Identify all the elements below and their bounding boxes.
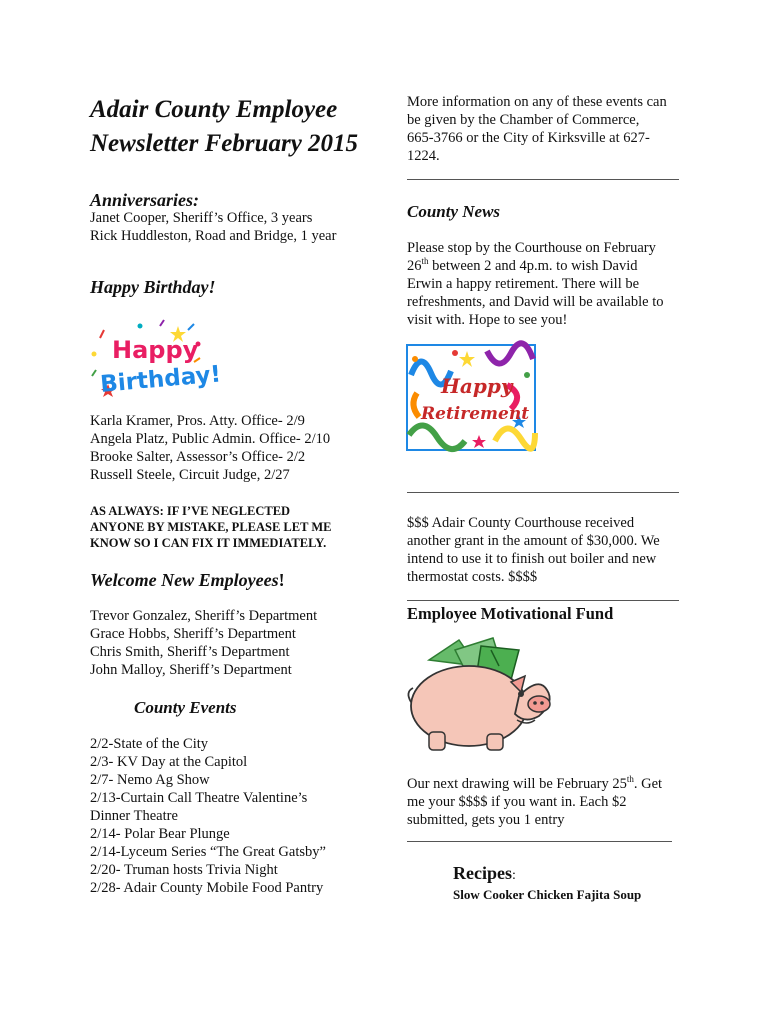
- grant-text: [407, 514, 660, 586]
- text-line: another grant in the amount of $30,000. We: [407, 533, 660, 549]
- events-list: [90, 735, 326, 897]
- list-item: Trevor Gonzalez, Sheriff’s Department: [90, 608, 318, 624]
- welcome-heading-text: Welcome New Employees: [90, 570, 279, 590]
- image-retirement-text: Retirement: [421, 404, 530, 424]
- anniversaries-list: [90, 209, 336, 245]
- list-item: Karla Kramer, Pros. Atty. Office- 2/9: [90, 413, 305, 429]
- list-item: 2/3- KV Day at the Capitol: [90, 754, 248, 770]
- list-item: 2/28- Adair County Mobile Food Pantry: [90, 880, 324, 896]
- list-item: Rick Huddleston, Road and Bridge, 1 year: [90, 228, 337, 244]
- text-fragment: Our next drawing will be February 25: [407, 776, 627, 792]
- list-item: Dinner Theatre: [90, 808, 178, 824]
- image-happy-text: Happy: [441, 374, 513, 398]
- list-item: 2/14- Polar Bear Plunge: [90, 826, 230, 842]
- title-line: Adair County Employee: [90, 96, 338, 123]
- text-line: be given by the Chamber of Commerce,: [407, 112, 640, 128]
- divider: [407, 179, 679, 180]
- recipes-heading-text: Recipes: [453, 863, 512, 883]
- newsletter-title: [90, 93, 358, 161]
- anniversaries-heading: Anniversaries:: [90, 190, 200, 210]
- happy-birthday-image: [90, 318, 222, 403]
- text-line: Erwin a happy retirement. There will be: [407, 276, 640, 292]
- list-item: 2/7- Nemo Ag Show: [90, 772, 210, 788]
- list-item: 2/2-State of the City: [90, 736, 208, 752]
- text-line: 665-3766 or the City of Kirksville at 627-: [407, 130, 650, 146]
- fund-text: [407, 775, 662, 829]
- county-news-text: [407, 239, 663, 329]
- piggy-bank-image: [407, 636, 557, 754]
- divider: [407, 600, 679, 601]
- happy-retirement-image: [407, 345, 535, 450]
- county-news-heading: County News: [407, 202, 501, 221]
- title-line: Newsletter February 2015: [90, 130, 359, 157]
- superscript: th: [421, 256, 429, 267]
- divider: [407, 492, 679, 493]
- text-line: refreshments, and David will be available to: [407, 294, 664, 310]
- welcome-list: [90, 607, 317, 679]
- text-line: $$$ Adair County Courthouse received: [407, 515, 635, 531]
- welcome-heading-bang: !: [278, 570, 285, 590]
- text-line: 1224.: [407, 148, 440, 164]
- image-birthday-text: Birthday!: [99, 361, 222, 398]
- list-item: Janet Cooper, Sheriff’s Office, 3 years: [90, 210, 313, 226]
- welcome-heading: [90, 569, 285, 591]
- events-heading: County Events: [134, 698, 237, 717]
- list-item: Brooke Salter, Assessor’s Office- 2/2: [90, 449, 306, 465]
- text-line: [407, 257, 663, 275]
- recipes-heading: [453, 863, 516, 884]
- notice-line: KNOW SO I CAN FIX IT IMMEDIATELY.: [90, 536, 327, 550]
- neglect-notice: [90, 503, 331, 551]
- list-item: 2/20- Truman hosts Trivia Night: [90, 862, 278, 878]
- image-happy-text: Happy: [112, 336, 199, 364]
- notice-line: ANYONE BY MISTAKE, PLEASE LET ME: [90, 520, 332, 534]
- fund-heading: Employee Motivational Fund: [407, 604, 614, 623]
- birthday-list: [90, 412, 330, 484]
- divider: [407, 841, 672, 842]
- text-line: [407, 775, 662, 793]
- list-item: 2/14-Lyceum Series “The Great Gatsby”: [90, 844, 326, 860]
- recipe-title: Slow Cooker Chicken Fajita Soup: [453, 887, 642, 902]
- list-item: 2/13-Curtain Call Theatre Valentine’s: [90, 790, 308, 806]
- text-line: intend to use it to finish out boiler and new: [407, 551, 657, 567]
- text-fragment: between 2 and 4p.m. to wish David: [428, 258, 638, 274]
- recipes-heading-colon: :: [511, 868, 516, 883]
- text-line: me your $$$$ if you want in. Each $2: [407, 794, 627, 810]
- text-fragment: . Get: [633, 776, 663, 792]
- text-line: visit with. Hope to see you!: [407, 312, 568, 328]
- text-line: submitted, gets you 1 entry: [407, 812, 565, 828]
- text-line: More information on any of these events can: [407, 94, 667, 110]
- more-info-text: [407, 93, 667, 165]
- list-item: Russell Steele, Circuit Judge, 2/27: [90, 467, 290, 483]
- list-item: Grace Hobbs, Sheriff’s Department: [90, 626, 296, 642]
- text-line: thermostat costs. $$$$: [407, 569, 538, 585]
- list-item: Chris Smith, Sheriff’s Department: [90, 644, 290, 660]
- birthday-heading: Happy Birthday!: [90, 277, 216, 297]
- list-item: John Malloy, Sheriff’s Department: [90, 662, 292, 678]
- list-item: Angela Platz, Public Admin. Office- 2/10: [90, 431, 331, 447]
- notice-line: AS ALWAYS: IF I’VE NEGLECTED: [90, 504, 291, 518]
- text-fragment: 26: [407, 258, 422, 274]
- text-line: Please stop by the Courthouse on February: [407, 240, 656, 256]
- superscript: th: [626, 774, 634, 785]
